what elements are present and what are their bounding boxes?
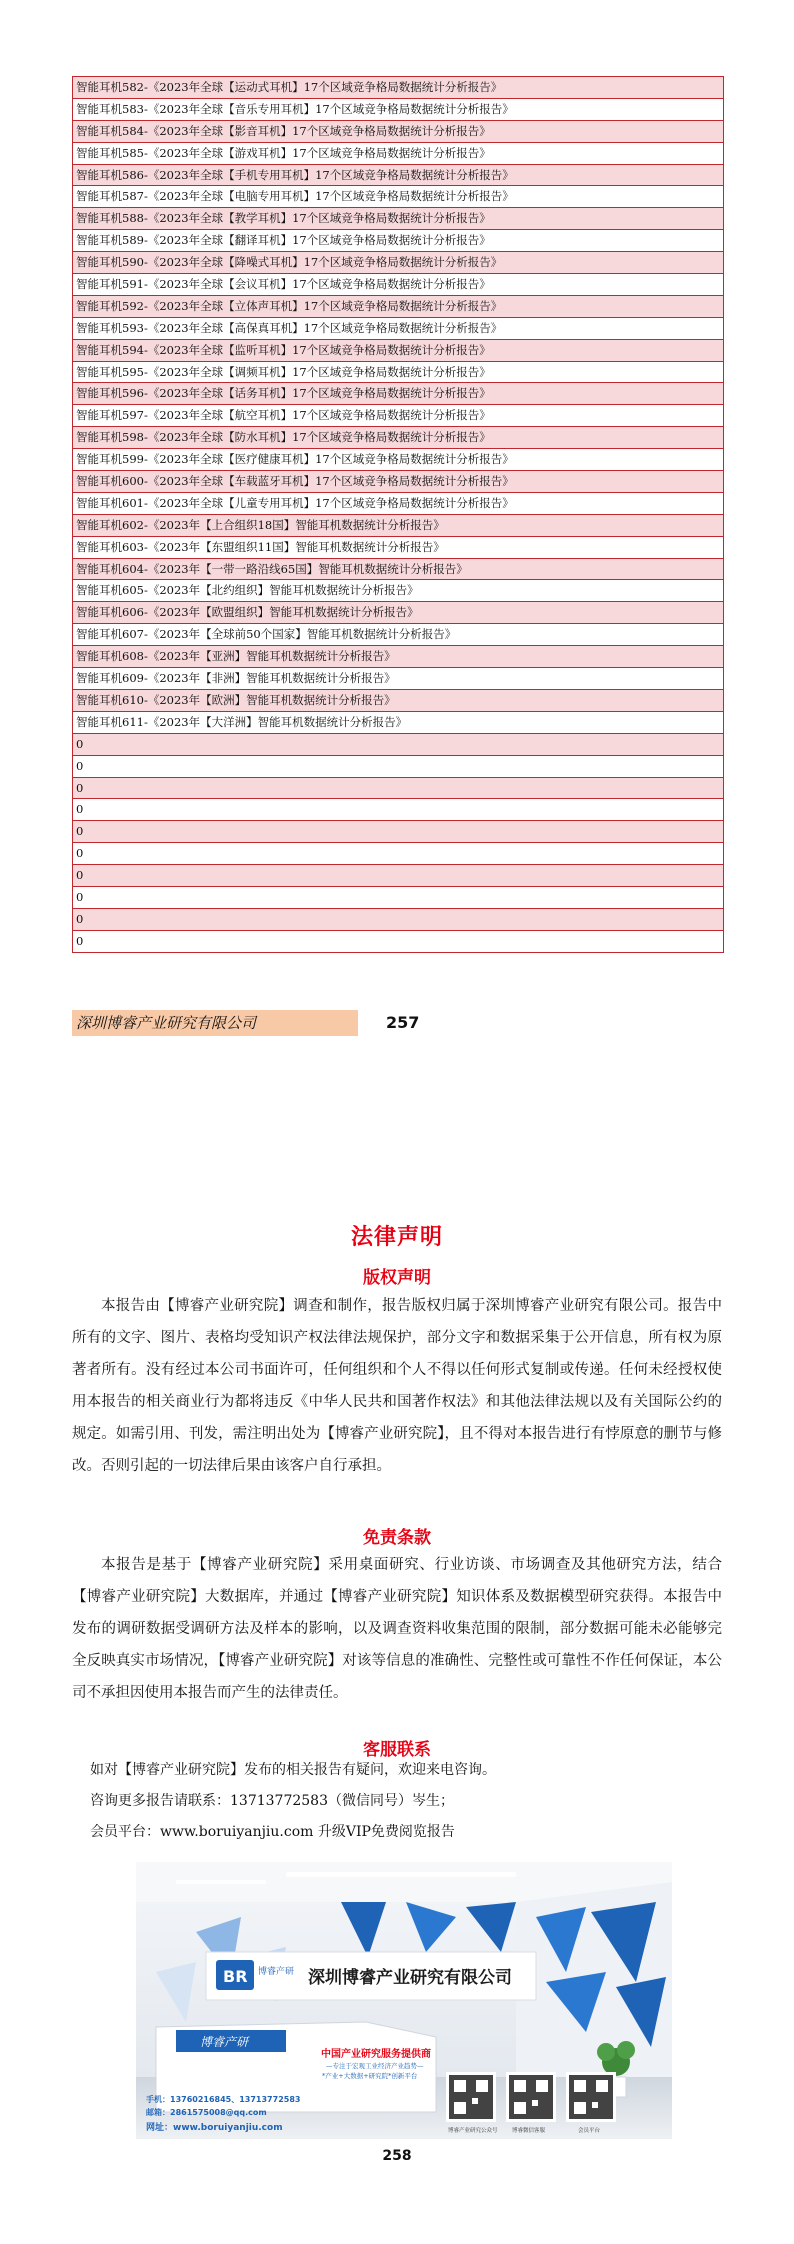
table-row: 智能耳机610-《2023年【欧洲】智能耳机数据统计分析报告》 [73,690,723,712]
table-row: 智能耳机595-《2023年全球【调频耳机】17个区域竞争格局数据统计分析报告》 [73,362,723,384]
table-row: 智能耳机605-《2023年【北约组织】智能耳机数据统计分析报告》 [73,580,723,602]
logo-subtext: 博睿产研 [258,1967,295,1977]
logo-text: BR [223,1967,248,1986]
table-row: 智能耳机598-《2023年全球【防水耳机】17个区域竞争格局数据统计分析报告》 [73,427,723,449]
table-row: 智能耳机586-《2023年全球【手机专用耳机】17个区域竞争格局数据统计分析报告》 [73,165,723,187]
photo-website: 网址：www.boruiyanjiu.com [146,2123,283,2133]
table-row: 智能耳机594-《2023年全球【监听耳机】17个区域竞争格局数据统计分析报告》 [73,340,723,362]
banner-sub-1: —专注于宏观工业经济产业趋势— [326,2062,424,2070]
qr-label-1: 博睿产业研究公众号 [448,2128,498,2134]
table-row: 智能耳机599-《2023年全球【医疗健康耳机】17个区域竞争格局数据统计分析报告》 [73,449,723,471]
table-row: 智能耳机611-《2023年【大洋洲】智能耳机数据统计分析报告》 [73,712,723,734]
page-number-258: 258 [382,2148,412,2164]
table-row: 智能耳机592-《2023年全球【立体声耳机】17个区域竞争格局数据统计分析报告》 [73,296,723,318]
table-row: 智能耳机597-《2023年全球【航空耳机】17个区域竞争格局数据统计分析报告》 [73,405,723,427]
table-row: 智能耳机603-《2023年【东盟组织11国】智能耳机数据统计分析报告》 [73,537,723,559]
table-row: 0 [73,865,723,887]
qr-code-2-icon [506,2072,556,2122]
table-row: 0 [73,778,723,800]
table-row: 智能耳机602-《2023年【上合组织18国】智能耳机数据统计分析报告》 [73,515,723,537]
office-reception-photo [136,1862,672,2139]
table-row: 0 [73,821,723,843]
table-row: 0 [73,909,723,931]
qr-code-3-icon [566,2072,616,2122]
disclaimer-paragraph: 本报告是基于【博睿产业研究院】采用桌面研究、行业访谈、市场调查及其他研究方法，结合【博睿产业研究院】大数据库，并通过【博睿产业研究院】知识体系及数据模型研究获得。本报告中发布的调研数据受调研方法及样本的影响，以及调查资料收集范围的限制，部分数据可能未必能够完全反映真实市场情况，【博睿产业研究院】对该等信息的准确性、完整性或可靠性不作任何保证，本公司不承担因使用本报告而产生的法律责任。 [72,1557,722,1701]
table-row: 智能耳机593-《2023年全球【高保真耳机】17个区域竞争格局数据统计分析报告》 [73,318,723,340]
table-row: 0 [73,734,723,756]
service-heading: 客服联系 [363,1740,431,1760]
wall-company-sign: 深圳博睿产业研究有限公司 [308,1968,512,1988]
table-row: 智能耳机590-《2023年全球【降噪式耳机】17个区域竞争格局数据统计分析报告》 [73,252,723,274]
photo-phone: 手机：13760216845、13713772583 [146,2095,301,2104]
table-row: 智能耳机604-《2023年【一带一路沿线65国】智能耳机数据统计分析报告》 [73,559,723,581]
contact-line-2: 咨询更多报告请联系：13713772583（微信同号）岑生； [90,1793,454,1809]
report-list-table [72,76,724,953]
banner-sub-2: *产业+大数据+研究院*创新平台 [322,2072,418,2080]
table-row: 智能耳机608-《2023年【亚洲】智能耳机数据统计分析报告》 [73,646,723,668]
copyright-heading: 版权声明 [363,1268,431,1288]
disclaimer-heading: 免责条款 [363,1528,431,1548]
table-row: 0 [73,799,723,821]
table-row: 智能耳机583-《2023年全球【音乐专用耳机】17个区域竞争格局数据统计分析报告》 [73,99,723,121]
table-row: 智能耳机609-《2023年【非洲】智能耳机数据统计分析报告》 [73,668,723,690]
legal-title: 法律声明 [350,1224,443,1250]
banner-title: 中国产业研究服务提供商 [321,2049,431,2060]
table-row: 智能耳机589-《2023年全球【翻译耳机】17个区域竞争格局数据统计分析报告》 [73,230,723,252]
table-row: 智能耳机607-《2023年【全球前50个国家】智能耳机数据统计分析报告》 [73,624,723,646]
qr-label-3: 会员平台 [578,2128,601,2134]
page-number-257: 257 [386,1013,420,1032]
contact-line-3: 会员平台：www.boruiyanjiu.com 升级VIP免费阅览报告 [90,1824,455,1840]
table-row: 0 [73,931,723,953]
table-row: 智能耳机582-《2023年全球【运动式耳机】17个区域竞争格局数据统计分析报告》 [73,77,723,99]
table-row: 智能耳机596-《2023年全球【话务耳机】17个区域竞争格局数据统计分析报告》 [73,383,723,405]
copyright-paragraph: 本报告由【博睿产业研究院】调查和制作，报告版权归属于深圳博睿产业研究有限公司。报告中所有的文字、图片、表格均受知识产权法律法规保护，部分文字和数据采集于公开信息，所有权为原著者所有。没有经过本公司书面许可，任何组织和个人不得以任何形式复制或传递。任何未经授权使用本报告的相关商业行为都将违反《中华人民共和国著作权法》和其他法律法规以及有关国际公约的规定。如需引用、刊发，需注明出处为【博睿产业研究院】，且不得对本报告进行有悖原意的删节与修改。否则引起的一切法律后果由该客户自行承担。 [72,1298,722,1474]
qr-code-1-icon [446,2072,496,2122]
desk-sign: 博睿产研 [200,2035,249,2049]
table-row: 智能耳机585-《2023年全球【游戏耳机】17个区域竞争格局数据统计分析报告》 [73,143,723,165]
photo-email: 邮箱：2861575008@qq.com [146,2108,267,2117]
table-row: 0 [73,756,723,778]
qr-label-2: 博睿微信客服 [512,2128,546,2134]
table-row: 智能耳机584-《2023年全球【影音耳机】17个区域竞争格局数据统计分析报告》 [73,121,723,143]
table-row: 智能耳机600-《2023年全球【车载蓝牙耳机】17个区域竞争格局数据统计分析报告》 [73,471,723,493]
table-row: 智能耳机591-《2023年全球【会议耳机】17个区域竞争格局数据统计分析报告》 [73,274,723,296]
company-footer-band: 深圳博睿产业研究有限公司 [72,1010,358,1036]
contact-line-1: 如对【博睿产业研究院】发布的相关报告有疑问，欢迎来电咨询。 [90,1762,496,1778]
table-row: 0 [73,887,723,909]
table-row: 智能耳机587-《2023年全球【电脑专用耳机】17个区域竞争格局数据统计分析报告》 [73,186,723,208]
table-row: 智能耳机606-《2023年【欧盟组织】智能耳机数据统计分析报告》 [73,602,723,624]
table-row: 0 [73,843,723,865]
table-row: 智能耳机588-《2023年全球【教学耳机】17个区域竞争格局数据统计分析报告》 [73,208,723,230]
table-row: 智能耳机601-《2023年全球【儿童专用耳机】17个区域竞争格局数据统计分析报告》 [73,493,723,515]
